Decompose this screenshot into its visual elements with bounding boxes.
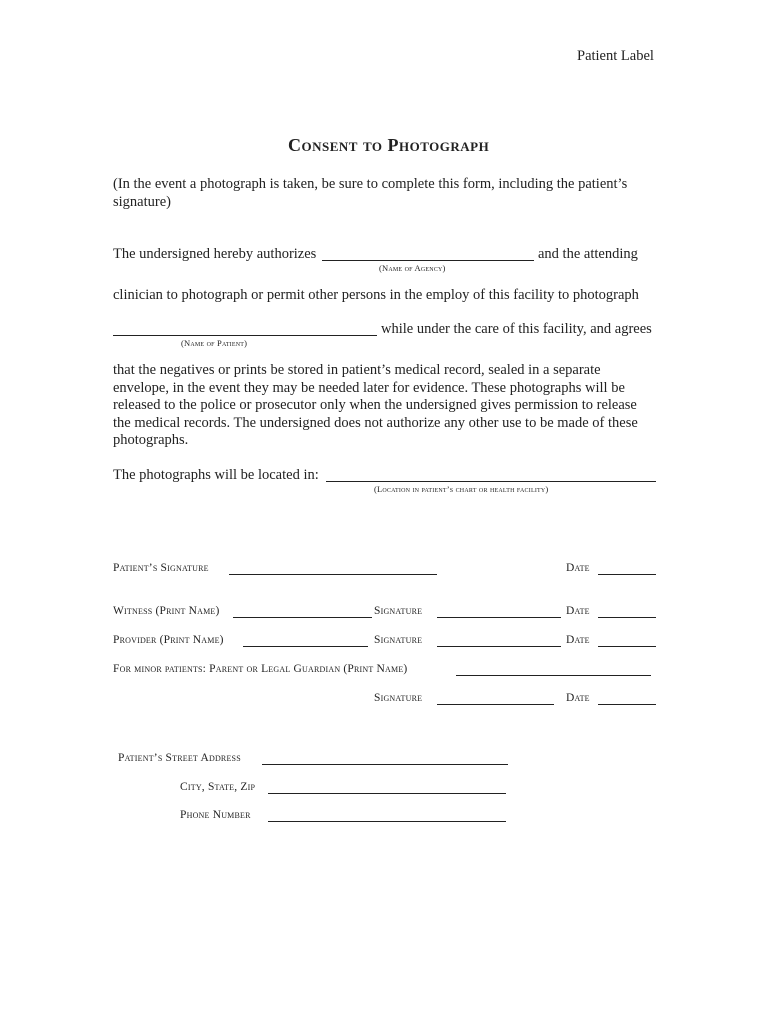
guardian-signature-label: Signature [374,692,423,704]
street-address-field[interactable] [262,764,508,765]
witness-date-label: Date [566,605,590,617]
guardian-signature-field[interactable] [437,704,554,705]
witness-signature-field[interactable] [437,617,561,618]
witness-date-field[interactable] [598,617,656,618]
date-label: Date [566,562,590,574]
city-state-zip-field[interactable] [268,793,506,794]
authorizes-text: The undersigned hereby authorizes [113,246,317,262]
patient-caption: (Name of Patient) [181,338,248,348]
street-address-label: Patient’s Street Address [118,752,241,764]
clinician-text: clinician to photograph or permit other persons in the employ of this facility to photograph [113,287,639,303]
consent-paragraph: that the negatives or prints be stored in patient’s medical record, sealed in a separate envelope, in the event they may be needed later for evidence. These photographs will be released to the police or prosecutor only when the undersigned gives permission to release the medical records. The undersigned does not authorize any other use to be made of these photographs. [113,362,638,449]
witness-label: Witness (Print Name) [113,605,220,617]
location-label: The photographs will be located in: [113,467,319,483]
guardian-date-field[interactable] [598,704,656,705]
provider-date-field[interactable] [598,646,656,647]
provider-name-field[interactable] [243,646,368,647]
agency-caption: (Name of Agency) [379,263,446,273]
patient-name-field[interactable] [113,335,377,336]
provider-label: Provider (Print Name) [113,634,224,646]
provider-signature-label: Signature [374,634,423,646]
phone-number-field[interactable] [268,821,506,822]
intro-text: (In the event a photograph is taken, be sure to complete this form, including the patient’s signature) [113,176,628,210]
care-text: while under the care of this facility, and agrees [381,321,652,337]
witness-name-field[interactable] [233,617,372,618]
guardian-date-label: Date [566,692,590,704]
phone-number-label: Phone Number [180,809,251,821]
location-caption: (Location in patient’s chart or health facility) [374,484,549,494]
provider-date-label: Date [566,634,590,646]
patient-signature-label: Patient’s Signature [113,562,209,574]
witness-signature-label: Signature [374,605,423,617]
guardian-label: For minor patients: Parent or Legal Guardian (Print Name) [113,663,408,675]
patient-label: Patient Label [577,48,654,64]
agency-name-field[interactable] [322,260,534,261]
location-field[interactable] [326,481,656,482]
provider-signature-field[interactable] [437,646,561,647]
attending-text: and the attending [538,246,638,262]
guardian-name-field[interactable] [456,675,651,676]
patient-date-field[interactable] [598,574,656,575]
patient-signature-field[interactable] [229,574,437,575]
page-title: Consent to Photograph [288,135,490,155]
city-state-zip-label: City, State, Zip [180,781,256,793]
